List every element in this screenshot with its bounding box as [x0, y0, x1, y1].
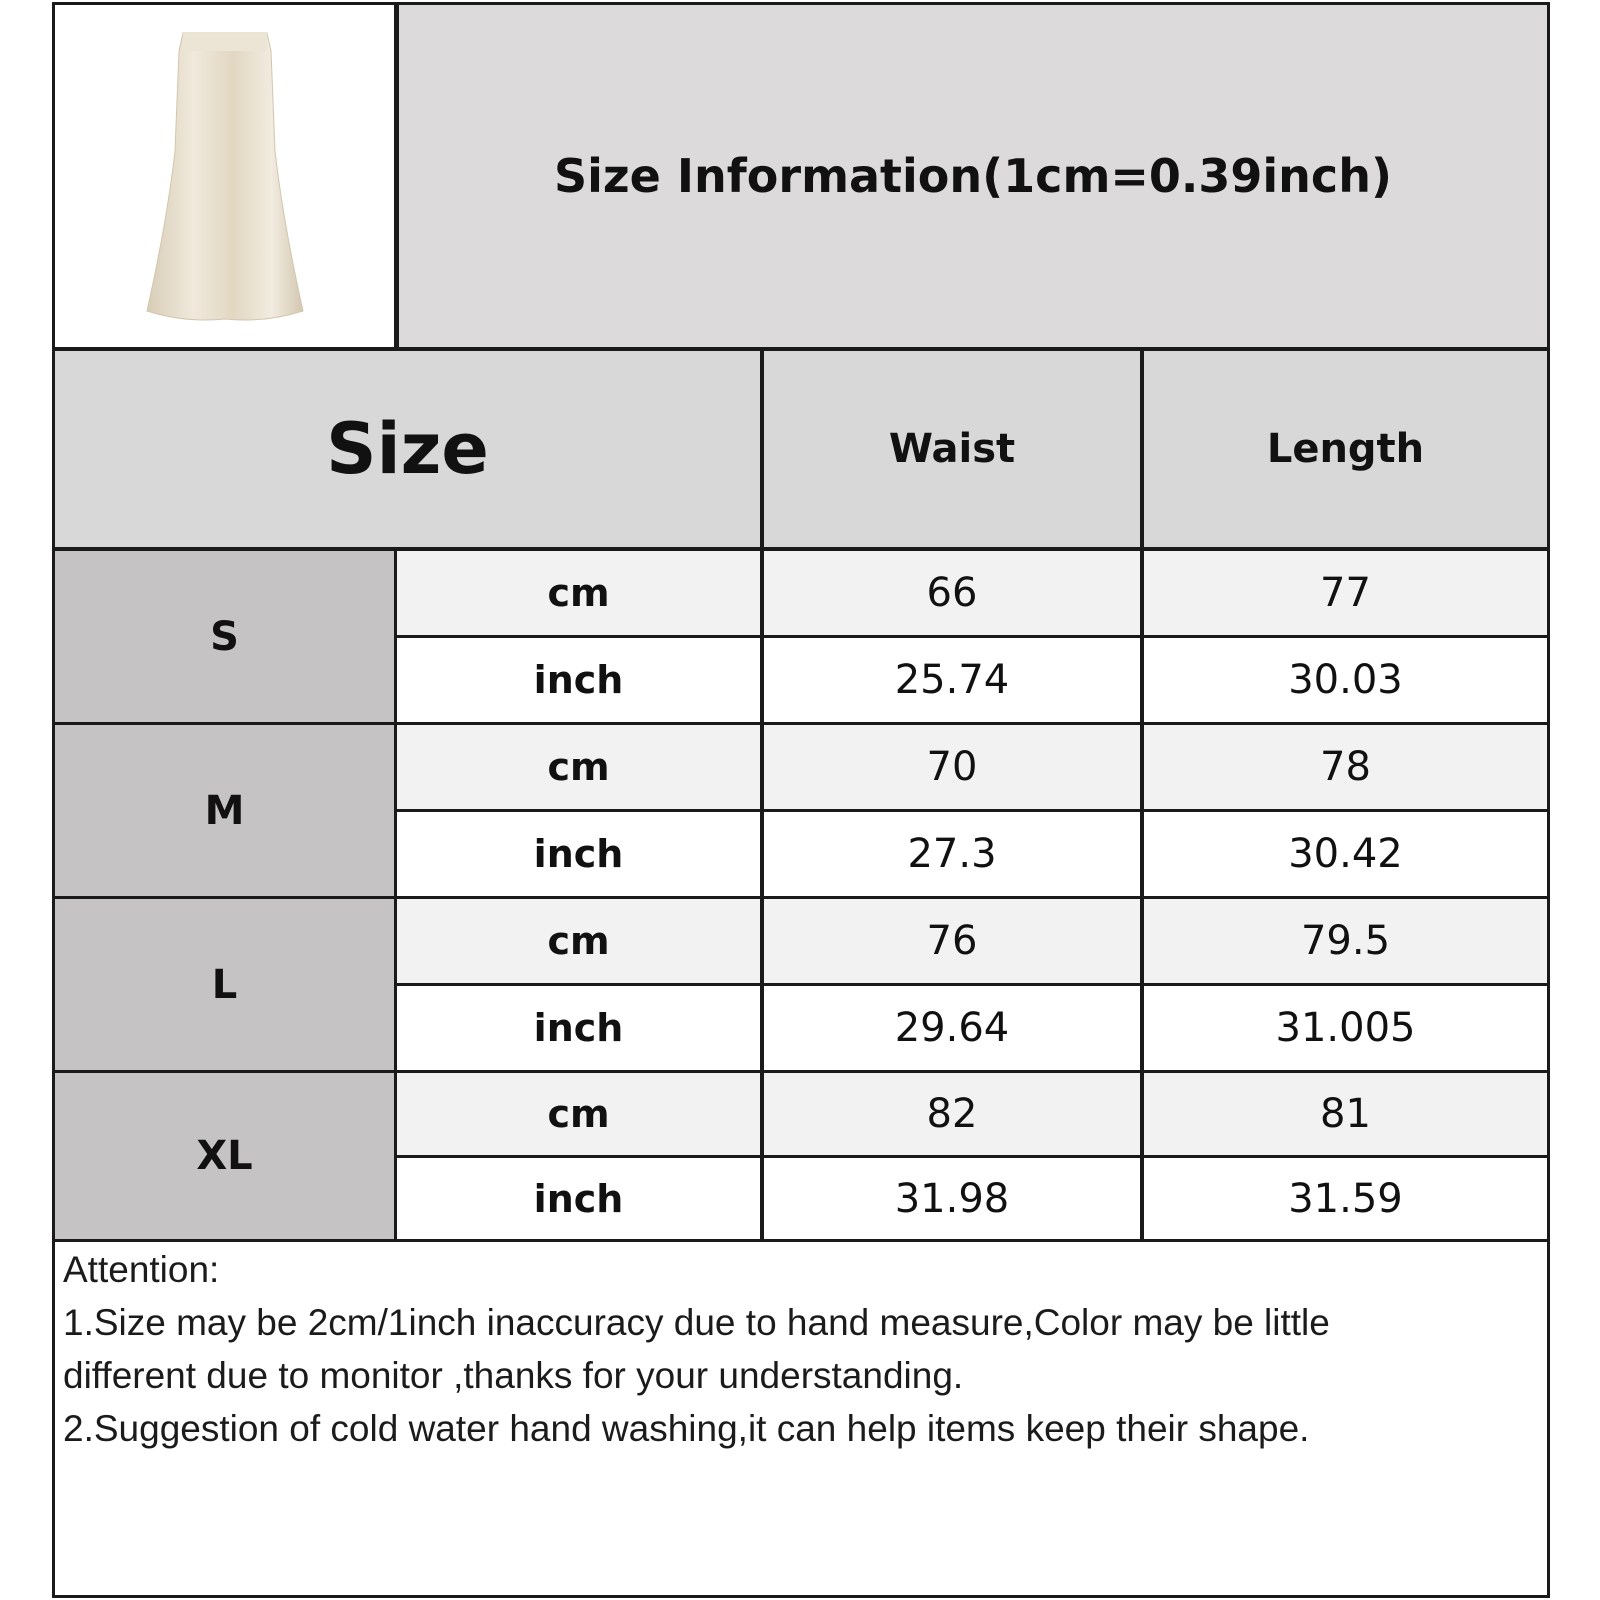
unit-label: cm	[397, 899, 760, 983]
waist-value: 25.74	[764, 638, 1140, 722]
length-value: 79.5	[1144, 899, 1547, 983]
unit-label: inch	[397, 1158, 760, 1239]
waist-value: 82	[764, 1073, 1140, 1155]
waist-value: 27.3	[764, 812, 1140, 896]
header-length: Length	[1144, 351, 1547, 547]
length-value: 31.005	[1144, 986, 1547, 1070]
attention-line: different due to monitor ,thanks for your understanding.	[63, 1355, 964, 1396]
unit-label: inch	[397, 638, 760, 722]
attention-heading: Attention:	[63, 1249, 220, 1290]
skirt-icon	[125, 21, 325, 331]
unit-label: cm	[397, 551, 760, 635]
waist-value: 70	[764, 725, 1140, 809]
header-waist: Waist	[764, 351, 1140, 547]
page-title: Size Information(1cm=0.39inch)	[399, 5, 1547, 347]
waist-value: 31.98	[764, 1158, 1140, 1239]
attention-line: 1.Size may be 2cm/1inch inaccuracy due to hand measure,Color may be little	[63, 1302, 1330, 1343]
length-value: 81	[1144, 1073, 1547, 1155]
unit-label: inch	[397, 812, 760, 896]
size-chart	[52, 2, 1550, 1598]
waist-value: 29.64	[764, 986, 1140, 1070]
length-value: 78	[1144, 725, 1547, 809]
attention-notes	[63, 1243, 1533, 1455]
product-image-cell	[55, 5, 394, 347]
length-value: 77	[1144, 551, 1547, 635]
unit-label: cm	[397, 1073, 760, 1155]
length-value: 31.59	[1144, 1158, 1547, 1239]
size-label: M	[55, 725, 394, 896]
unit-label: inch	[397, 986, 760, 1070]
divider	[55, 1239, 1547, 1242]
length-value: 30.03	[1144, 638, 1547, 722]
header-size: Size	[55, 351, 760, 547]
size-label: XL	[55, 1073, 394, 1239]
attention-line: 2.Suggestion of cold water hand washing,it can help items keep their shape.	[63, 1408, 1310, 1449]
size-label: S	[55, 551, 394, 722]
waist-value: 76	[764, 899, 1140, 983]
length-value: 30.42	[1144, 812, 1547, 896]
unit-label: cm	[397, 725, 760, 809]
waist-value: 66	[764, 551, 1140, 635]
size-label: L	[55, 899, 394, 1070]
